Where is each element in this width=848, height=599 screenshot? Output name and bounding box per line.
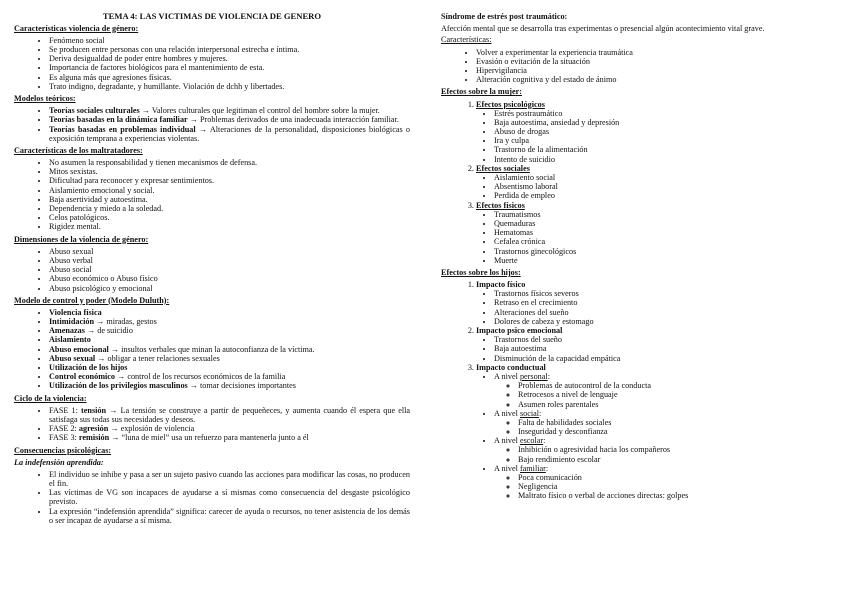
list-item: • Trastornos ginecológicos [494, 247, 836, 256]
list-item [476, 326, 836, 363]
list-item: • Mitos sexistas. [49, 167, 410, 176]
list-item [494, 436, 836, 464]
list-item: • Ira y culpa [494, 136, 836, 145]
level-suffix: : [547, 371, 550, 381]
level-suffix: : [539, 408, 542, 418]
group-label: Efectos sociales [476, 163, 530, 173]
list-item: • El individuo se inhibe y pasa a ser un sujeto pasivo cuando las acciones para modificar las cosas, no producen el fin. [49, 470, 410, 488]
page-title: TEMA 4: LAS VICTIMAS DE VIOLENCIA DE GENERO [102, 11, 322, 21]
level-prefix: A nivel [494, 371, 520, 381]
text: Valores culturales que legitiman el control del hombre sobre la mujer. [151, 106, 380, 116]
list-item: ◦ Falta de habilidades sociales [518, 418, 836, 427]
term: Intimidación [49, 317, 95, 327]
list-dimensiones [14, 247, 410, 293]
list-item: • Dolores de cabeza y estomago [494, 317, 836, 326]
group-label: Impacto psico emocional [476, 326, 563, 335]
list-item: • Las víctimas de VG son incapaces de ayudarse a sí mismas como consecuencia del desgaste psicológico previsto. [49, 488, 410, 506]
subheading-indefension: La indefensión aprendida: [14, 457, 104, 467]
arrow: → [195, 124, 210, 134]
heading-consecuencias: Consecuencias psicológicas: [14, 445, 112, 455]
group-label: Efectos físicos [476, 200, 525, 210]
heading-efectos-hijos: Efectos sobre los hijos: [441, 267, 521, 277]
list-duluth [14, 308, 410, 391]
term: remisión [78, 433, 110, 443]
heading-modelos: Modelos teóricos: [14, 93, 76, 103]
sublist [476, 289, 836, 326]
phase: FASE 1: [49, 405, 82, 415]
level-suffix: : [543, 436, 546, 446]
list-item: • Disminución de la capacidad empática [494, 354, 836, 363]
heading-dimensiones: Dimensiones de la violencia de género: [14, 234, 149, 244]
heading-caracteristicas-right: Características: [441, 35, 492, 45]
list-item [494, 409, 836, 437]
list-item: • Baja asertividad y autoestima. [49, 195, 410, 204]
list-item: ◦ Asumen roles parentales [518, 400, 836, 409]
list-item [49, 125, 410, 143]
list-item [476, 201, 836, 265]
list-item: • Traumatismos [494, 210, 836, 219]
list-item: • Perdida de empleo [494, 191, 836, 200]
list-caracteristicas [14, 36, 410, 91]
list-item [49, 424, 410, 433]
arrow: → [139, 106, 152, 116]
level-name: escolar [519, 436, 544, 446]
list-consecuencias [14, 470, 410, 525]
list-item: • Alteraciones del sueño [494, 308, 836, 317]
arrow: → [187, 115, 200, 125]
list-efectos-mujer [441, 100, 836, 265]
list-item: • Baja autoestima, ansiedad y depresión [494, 118, 836, 127]
list-item: • Retraso en el crecimiento [494, 298, 836, 307]
sublist [494, 418, 836, 436]
arrow: → [84, 326, 98, 336]
term: Amenazas [49, 326, 85, 336]
group-label: Impacto conductual [476, 362, 546, 372]
list-item [476, 363, 836, 501]
list-item: • Celos patológicos. [49, 213, 410, 222]
text: La tensión se construye a partir de pequeñeces, y aumenta cuando él espera que ella satisfaga sus todas sus necesidades y deseos. [49, 405, 411, 424]
list-item [49, 335, 410, 344]
list-item: • Trastornos físicos severos [494, 289, 836, 298]
list-item: • Estrés postraumático [494, 109, 836, 118]
term: Teorías basadas en problemas individual [49, 124, 196, 134]
list-item: • Intento de suicidio [494, 155, 836, 164]
list-item: ◦ Maltrato físico o verbal de acciones directas: golpes [518, 491, 836, 500]
group-label: Impacto físico [476, 280, 526, 290]
heading-maltratadores: Características de los maltratadores: [14, 145, 143, 155]
list-item [49, 381, 410, 390]
level-prefix: A nivel [494, 436, 520, 446]
text: insultos verbales que minan la autoconfianza de la víctima. [121, 344, 315, 354]
list-item [49, 326, 410, 335]
list-item: • Abuso psicológico y emocional [49, 284, 410, 293]
level-name: familiar [519, 463, 546, 473]
term: Abuso sexual [49, 353, 96, 363]
list-item [49, 115, 410, 124]
list-item [49, 363, 410, 372]
list-item [49, 433, 410, 442]
list-maltratadores [14, 158, 410, 232]
list-item: ◦ Inseguridad y desconfianza [518, 427, 836, 436]
list-item: • Rigidez mental. [49, 222, 410, 231]
list-item: • Se producen entre personas con una relación interpersonal estrecha e íntima. [49, 45, 410, 54]
list-item [49, 345, 410, 354]
list-item: • Trato indigno, degradante, y humillante. Violación de dchh y libertades. [49, 82, 410, 91]
phase: FASE 2: [49, 424, 79, 434]
list-item: ◦ Negligencia [518, 482, 836, 491]
sublist [494, 381, 836, 409]
list-item: • Dificultad para reconocer y expresar sentimientos. [49, 176, 410, 185]
list-item: • Aislamiento emocional y social. [49, 186, 410, 195]
arrow: → [115, 372, 128, 382]
arrow: → [108, 344, 122, 354]
term: Utilización de los privilegios masculinos [49, 381, 188, 391]
term: Control económico [49, 372, 116, 382]
sublist [494, 445, 836, 463]
list-item: ◦ Bajo rendimiento escolar [518, 455, 836, 464]
list-item [494, 464, 836, 501]
text: explosión de violencia [120, 424, 195, 434]
text: Alteraciones de la personalidad, disposiciones biológicas o exposición temprana a experiencias violentas. [49, 124, 410, 143]
sublist [494, 473, 836, 501]
list-item: • Dependencia y miedo a la soledad. [49, 204, 410, 213]
term: tensión [81, 405, 107, 415]
list-item: • Cefalea crónica [494, 237, 836, 246]
list-item: • Importancia de factores biológicos para el mantenimiento de esta. [49, 63, 410, 72]
list-item: • Quemaduras [494, 219, 836, 228]
sublist [476, 173, 836, 201]
text: Problemas derivados de una inadecuada interacción familiar. [199, 115, 399, 125]
arrow: → [108, 424, 121, 434]
level-name: personal [519, 371, 548, 381]
heading-sindrome: Síndrome de estrés post traumático: [441, 12, 568, 21]
list-item: • No asumen la responsabilidad y tienen mecanismos de defensa. [49, 158, 410, 167]
list-item [49, 106, 410, 115]
text: control de los recursos económicos de la familia [127, 372, 286, 382]
text: de suicidio [97, 326, 133, 336]
sindrome-definition: Afección mental que se desarrolla tras experimentas o presencial algún acontecimiento vital grave. [441, 24, 765, 34]
list-item [49, 317, 410, 326]
heading-ciclo: Ciclo de la violencia: [14, 393, 87, 403]
term: Abuso emocional [49, 344, 109, 354]
text: “luna de miel” usa un refuerzo para mantenerla junto a él [121, 433, 309, 443]
term: agresión [78, 424, 109, 434]
list-efectos-hijos [441, 280, 836, 501]
list-item: • Hematomas [494, 228, 836, 237]
list-item [476, 164, 836, 201]
list-item [494, 372, 836, 409]
right-column [441, 10, 836, 504]
list-item: • Abuso económico o Abuso físico [49, 274, 410, 283]
list-ciclo [14, 406, 410, 443]
term: Teorías basadas en la dinámica familiar [49, 115, 188, 125]
arrow: → [94, 317, 107, 327]
list-item: • Es alguna más que agresiones físicas. [49, 73, 410, 82]
group-label: Efectos psicológicos [476, 99, 545, 109]
term: Utilización de los hijos [49, 363, 128, 372]
list-item: • Muerte [494, 256, 836, 265]
list-item: • Baja autoestima [494, 344, 836, 353]
list-item: ◦ Problemas de autocontrol de la conducta [518, 381, 836, 390]
level-name: social [519, 408, 540, 418]
list-item: • La expresión “indefensión aprendida” significa: carecer de ayuda o recursos, no tener asistencia de los demás o ser incapaz de ayudarse a sí misma. [49, 507, 410, 525]
phase: FASE 3: [49, 433, 79, 443]
level-prefix: A nivel [494, 463, 520, 473]
sublist [476, 109, 836, 164]
text: miradas, gestos [106, 317, 157, 327]
list-item: • Abuso social [49, 265, 410, 274]
arrow: → [95, 353, 108, 363]
sublist [476, 335, 836, 363]
list-item: • Abuso verbal [49, 256, 410, 265]
arrow: → [106, 405, 121, 415]
list-item: • Evasión o evitación de la situación [476, 57, 836, 66]
list-item: • Deriva desigualdad de poder entre hombres y mujeres. [49, 54, 410, 63]
list-item: • Alteración cognitiva y del estado de ánimo [476, 75, 836, 84]
list-item [476, 280, 836, 326]
list-item: • Trastornos del sueño [494, 335, 836, 344]
sublist [476, 210, 836, 265]
list-item [49, 406, 410, 424]
list-item: • Trastorno de la alimentación [494, 145, 836, 154]
list-item: ◦ Inhibición o agresividad hacia los compañeros [518, 445, 836, 454]
sublist [476, 372, 836, 501]
list-caracteristicas-right [441, 48, 836, 85]
heading-caracteristicas: Características violencia de género: [14, 23, 139, 33]
list-item [49, 308, 410, 317]
list-modelos [14, 106, 410, 143]
left-column [14, 10, 410, 528]
list-item: ◦ Retrocesos a nivel de lenguaje [518, 390, 836, 399]
list-item: • Hipervigilancia [476, 66, 836, 75]
term: Violencia física [49, 307, 102, 317]
arrow: → [109, 433, 122, 443]
list-item [476, 100, 836, 164]
list-item [49, 372, 410, 381]
list-item: ◦ Poca comunicación [518, 473, 836, 482]
list-item [49, 354, 410, 363]
text: obligar a tener relaciones sexuales [107, 353, 220, 363]
list-item: • Fenómeno social [49, 36, 410, 45]
list-item: • Absentismo laboral [494, 182, 836, 191]
term: Aislamiento [49, 335, 91, 345]
term: Teorías sociales culturales [49, 106, 140, 116]
list-item: • Abuso sexual [49, 247, 410, 256]
list-item: • Abuso de drogas [494, 127, 836, 136]
level-prefix: A nivel [494, 408, 520, 418]
arrow: → [187, 381, 201, 391]
text: tomar decisiones importantes [200, 381, 296, 391]
heading-efectos-mujer: Efectos sobre la mujer: [441, 87, 523, 97]
heading-duluth: Modelo de control y poder (Modelo Duluth): [14, 295, 170, 305]
list-item: • Aislamiento social [494, 173, 836, 182]
level-suffix: : [545, 463, 549, 473]
list-item: • Volver a experimentar la experiencia traumática [476, 48, 836, 57]
